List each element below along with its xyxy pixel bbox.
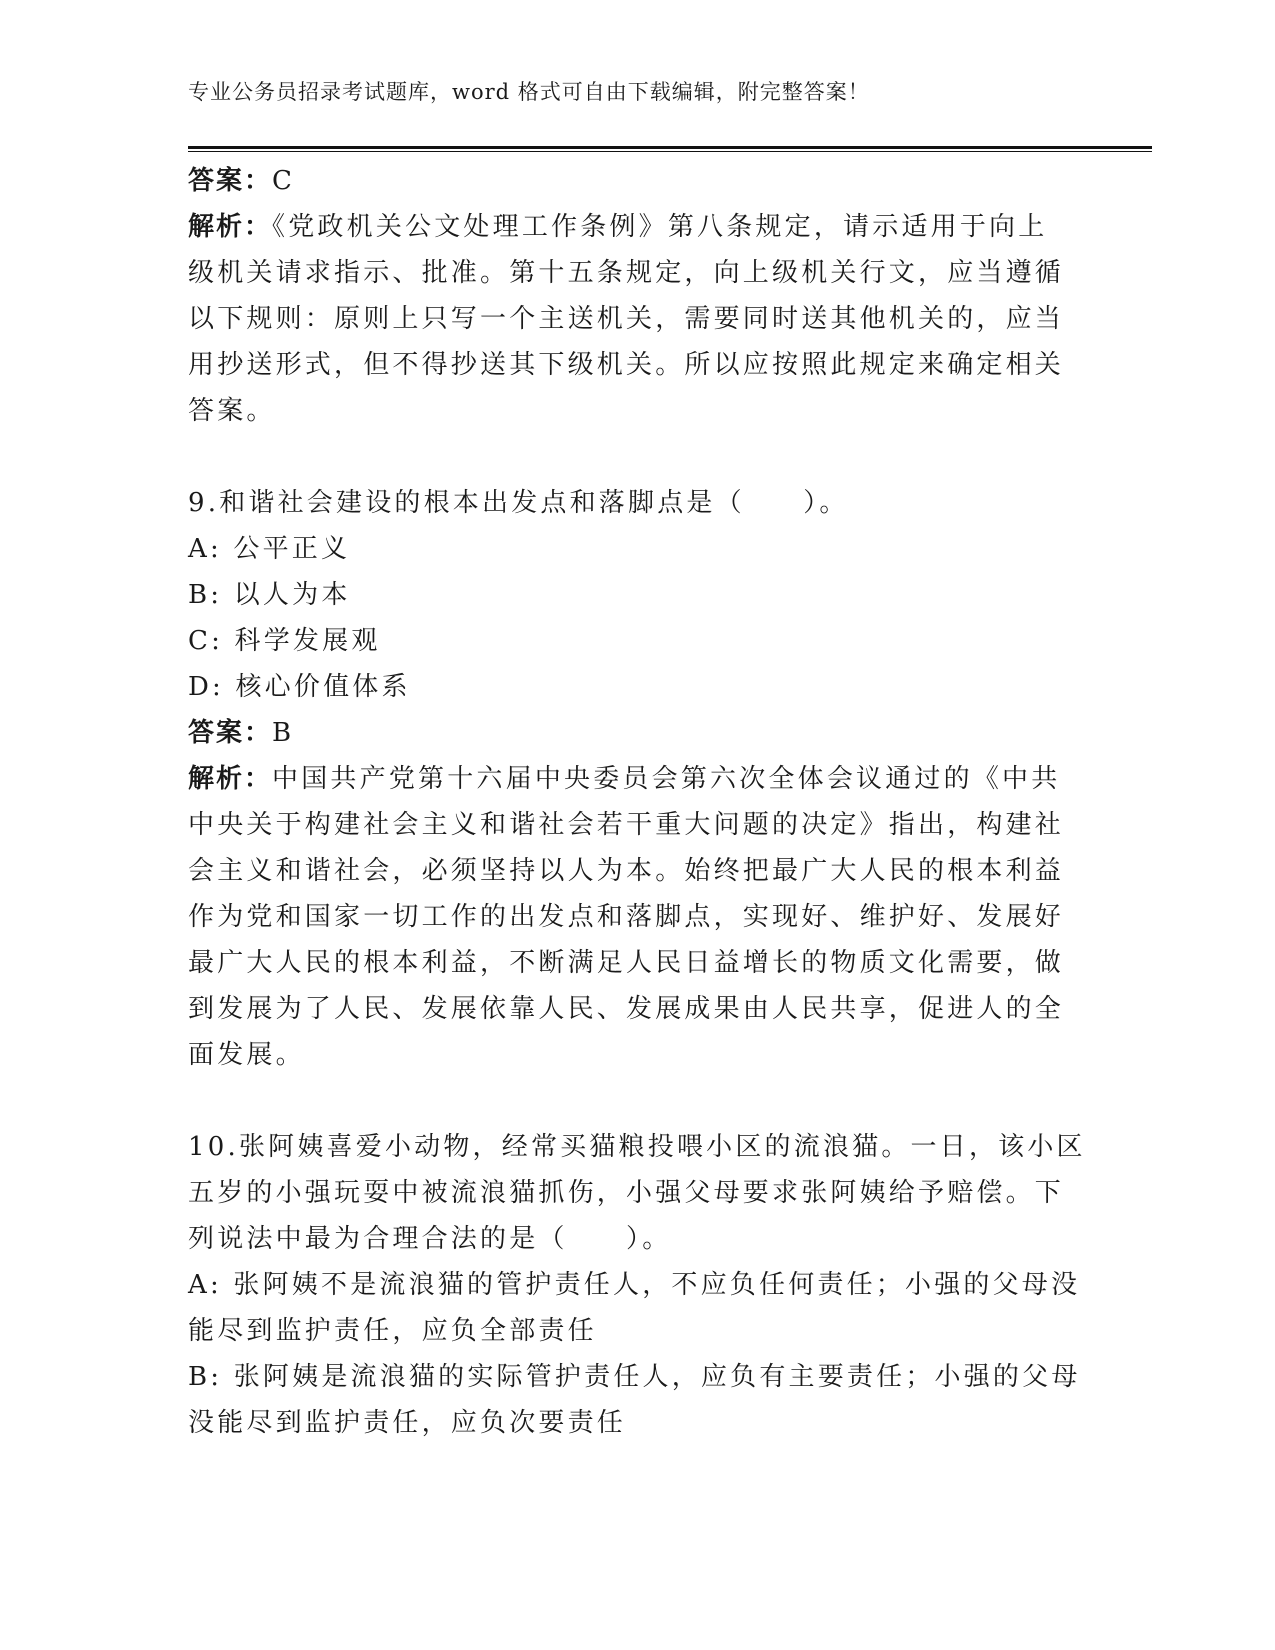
q8-analysis-line: 用抄送形式，但不得抄送其下级机关。所以应按照此规定来确定相关 bbox=[188, 350, 1065, 380]
q10-option-b-line: 没能尽到监护责任，应负次要责任 bbox=[188, 1408, 627, 1438]
q9-answer-label: 答案： bbox=[188, 718, 273, 748]
q8-analysis-line: 答案。 bbox=[188, 396, 276, 426]
q8-answer-label: 答案： bbox=[188, 166, 273, 196]
q8-analysis-line: 以下规则：原则上只写一个主送机关，需要同时送其他机关的，应当 bbox=[188, 304, 1065, 334]
q10-question-line: 列说法中最为合理合法的是（ ）。 bbox=[188, 1224, 672, 1254]
q9-analysis-line: 中央关于构建社会主义和谐社会若干重大问题的决定》指出，构建社 bbox=[188, 810, 1065, 840]
q9-option-d: D: 核心价值体系 bbox=[188, 672, 411, 702]
q8-answer-value: C bbox=[272, 166, 296, 196]
q10-option-a-line: A: 张阿姨不是流浪猫的管护责任人，不应负任何责任；小强的父母没 bbox=[188, 1270, 1081, 1300]
q10-question-line: 五岁的小强玩耍中被流浪猫抓伤，小强父母要求张阿姨给予赔偿。下 bbox=[188, 1178, 1065, 1208]
q9-analysis-line: 面发展。 bbox=[188, 1040, 305, 1070]
q8-analysis-line: 级机关请求指示、批准。第十五条规定，向上级机关行文，应当遵循 bbox=[188, 258, 1065, 288]
document-body bbox=[188, 158, 1086, 1446]
q9-answer-value: B bbox=[272, 718, 295, 748]
header-rule-thin bbox=[188, 151, 1152, 152]
q8-answer bbox=[188, 158, 1068, 204]
spacer bbox=[188, 1078, 1068, 1124]
q9-option-b: B: 以人为本 bbox=[188, 580, 351, 610]
q9-option-c: C: 科学发展观 bbox=[188, 626, 381, 656]
q10-option-b-line: B: 张阿姨是流浪猫的实际管护责任人，应负有主要责任；小强的父母 bbox=[188, 1362, 1081, 1392]
q9-question: 9.和谐社会建设的根本出发点和落脚点是（ ）。 bbox=[188, 488, 849, 518]
q9-option-a: A: 公平正义 bbox=[188, 534, 351, 564]
q8-analysis-line: 解析：《党政机关公文处理工作条例》第八条规定，请示适用于向上 bbox=[188, 212, 1048, 242]
q9-analysis-line: 最广大人民的根本利益，不断满足人民日益增长的物质文化需要，做 bbox=[188, 948, 1065, 978]
page-header: 专业公务员招录考试题库，word 格式可自由下载编辑，附完整答案！ bbox=[188, 80, 870, 104]
q10-option-a-line: 能尽到监护责任，应负全部责任 bbox=[188, 1316, 597, 1346]
q9-answer bbox=[188, 710, 1068, 756]
spacer bbox=[188, 434, 1068, 480]
q10-question-line: 10.张阿姨喜爱小动物，经常买猫粮投喂小区的流浪猫。一日，该小区 bbox=[188, 1132, 1086, 1162]
q9-analysis-line: 作为党和国家一切工作的出发点和落脚点，实现好、维护好、发展好 bbox=[188, 902, 1065, 932]
q9-analysis-label: 解析： bbox=[188, 764, 273, 794]
header-rule-thick bbox=[188, 146, 1152, 149]
q9-analysis-line: 到发展为了人民、发展依靠人民、发展成果由人民共享，促进人的全 bbox=[188, 994, 1065, 1024]
q9-analysis-line: 解析：中国共产党第十六届中央委员会第六次全体会议通过的《中共 bbox=[188, 764, 1061, 794]
q9-analysis-line: 会主义和谐社会，必须坚持以人为本。始终把最广大人民的根本利益 bbox=[188, 856, 1065, 886]
q8-analysis-label: 解析： bbox=[188, 212, 273, 242]
